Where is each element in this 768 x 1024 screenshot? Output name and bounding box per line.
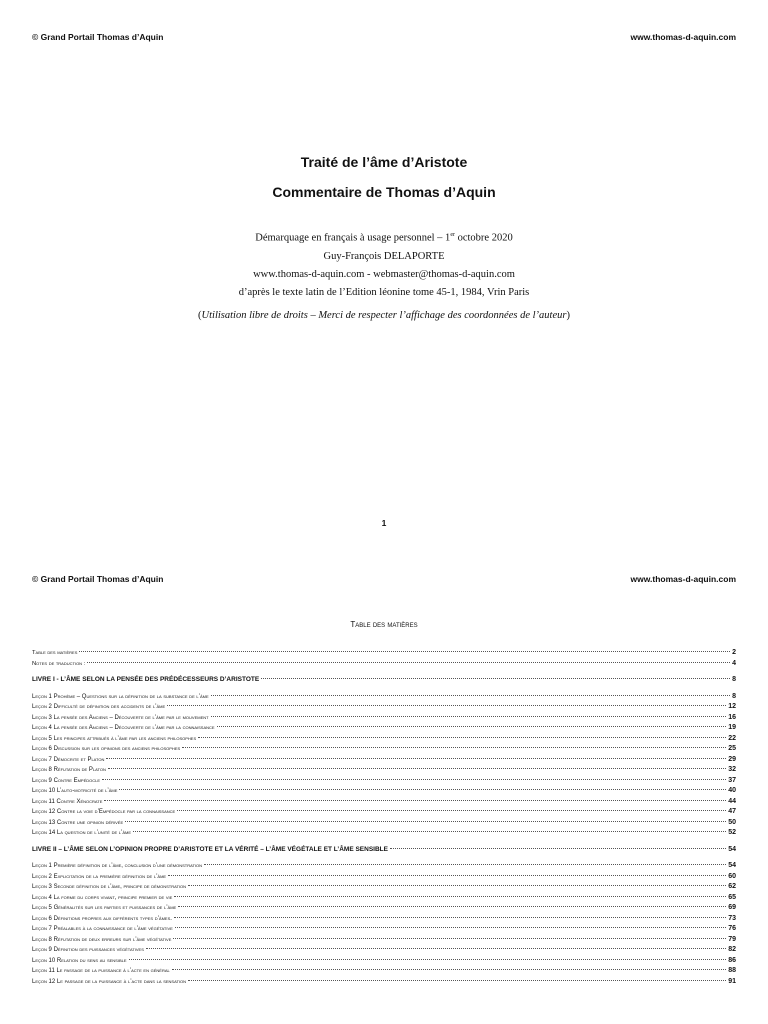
toc-entry-label: Leçon 2 Difficulté de définition des accidents de l’âme: [32, 704, 166, 710]
toc-entry-label: Leçon 11 Le passage de la puissance à l’acte en général: [32, 968, 170, 974]
toc-entry-page: 12: [728, 703, 736, 710]
toc-entry[interactable]: [32, 977, 736, 988]
toc-entry-label: Leçon 2 Explicitation de la première définition de l’âme: [32, 873, 167, 880]
toc-leader: [182, 747, 726, 748]
toc-entry-label: Leçon 7 Démocrite et Platon: [32, 756, 105, 763]
toc-entry-page: 22: [728, 734, 736, 742]
toc-title: Table des matières: [350, 620, 418, 629]
toc-entry-label: Leçon 3 Seconde définition de l’âme, principe de démonstration: [32, 884, 187, 890]
toc-leader: [104, 800, 726, 801]
toc-entry-page: 32: [728, 766, 736, 773]
toc-entry-label: Leçon 13 Contre une opinion dérivée: [32, 819, 124, 826]
toc-entry[interactable]: [32, 744, 736, 755]
toc-entry-label: Leçon 9 Contre Empédocle: [32, 777, 101, 784]
toc-leader: [125, 821, 726, 822]
rights-notice: (Utilisation libre de droits – Merci de respecter l’affichage des coordonnées de l’auteur): [198, 310, 570, 321]
toc-leader: [133, 831, 726, 832]
toc-entry-label: Leçon 3 La pensée des Anciens – Découverte de l’âme par le mouvement: [32, 714, 209, 721]
toc-leader: [177, 810, 726, 811]
toc-entry-page: 54: [728, 862, 736, 869]
page-header: [32, 574, 736, 584]
toc-leader: [211, 695, 730, 696]
toc-entry[interactable]: [32, 692, 736, 703]
toc-leader: [188, 980, 726, 981]
header-website-link[interactable]: www.thomas-d-aquin.com: [630, 574, 736, 584]
toc-leader: [87, 662, 730, 663]
header-copyright: © Grand Portail Thomas d’Aquin: [32, 574, 164, 584]
toc-entry-label: Leçon 6 Discussion sur les opinions des anciens philosophes: [32, 746, 181, 752]
toc-entry-label: Table des matières: [32, 650, 78, 656]
toc-entry-page: 65: [728, 893, 736, 901]
toc-leader: [217, 726, 727, 727]
toc-entry[interactable]: [32, 702, 736, 713]
toc-entry[interactable]: [32, 786, 736, 797]
toc-entry-page: 88: [728, 967, 736, 974]
contact-links[interactable]: www.thomas-d-aquin.com - webmaster@thomas-d-aquin.com: [253, 268, 515, 280]
toc-entry-page: 47: [728, 808, 736, 815]
toc-leader: [204, 864, 726, 865]
toc-leader: [167, 705, 726, 706]
page-number: 1: [381, 518, 387, 528]
toc-entry-page: 25: [728, 745, 736, 752]
toc-leader: [79, 651, 730, 652]
toc-leader: [168, 875, 726, 876]
toc-entry-label: Leçon 11 Contre Xénocrate: [32, 798, 103, 805]
cover-metadata: [0, 226, 768, 302]
toc-entry-page: 69: [728, 904, 736, 911]
edition-line: Démarquage en français à usage personnel – 1er octobre 2020: [255, 232, 513, 244]
toc-entry-page: 52: [728, 829, 736, 836]
toc-entry[interactable]: [32, 914, 736, 925]
toc-entry-label: Leçon 7 Préalables à la connaissance de l’âme végétative: [32, 926, 173, 932]
toc-entry[interactable]: [32, 648, 736, 659]
toc-entry-label: Leçon 5 Généralités sur les parties et puissances de l’âme: [32, 905, 177, 911]
document-subtitle: Commentaire de Thomas d’Aquin: [272, 184, 496, 200]
toc-entry-label: Leçon 4 La pensée des Anciens – Découverte de l’âme par la connaissance: [32, 725, 215, 731]
author-name: Guy-François DELAPORTE: [323, 250, 445, 262]
toc-entry-label: Notes de traduction :: [32, 660, 86, 667]
toc-leader: [108, 768, 726, 769]
source-text: d’après le texte latin de l’Edition léonine tome 45-1, 1984, Vrin Paris: [238, 286, 530, 298]
toc-entry[interactable]: [32, 924, 736, 935]
toc-entry-page: 50: [728, 818, 736, 826]
toc-entry[interactable]: [32, 903, 736, 914]
toc-leader: [188, 885, 726, 886]
toc-entry-label: Leçon 1 Prohème – Questions sur la définition de la substance de l’âme: [32, 693, 209, 700]
toc-entry[interactable]: [32, 935, 736, 946]
toc-leader: [178, 906, 726, 907]
toc-entry[interactable]: [32, 828, 736, 839]
toc-entry[interactable]: [32, 945, 736, 956]
toc-entry-page: 29: [728, 755, 736, 763]
toc-entry-label: Leçon 9 Définition des puissances végétatives: [32, 947, 144, 953]
toc-book-2[interactable]: LIVRE II – L’ÂME SELON L’OPINION PROPRE D’ARISTOTE ET LA VÉRITÉ – L’ÂME VÉGÉTALE ET L’ÂME SENSIBLE 54: [32, 845, 736, 853]
toc-entry-page: 19: [728, 724, 736, 731]
toc-entry-page: 73: [728, 914, 736, 922]
toc-entry-page: 82: [728, 946, 736, 953]
toc-leader: [129, 959, 727, 960]
toc-entry-label: Leçon 1 Première définition de l’âme, conclusion d’une démonstration: [32, 863, 203, 869]
toc-entry-label: Leçon 8 Réfutation de deux erreurs sur l’âme végétative: [32, 936, 172, 943]
document-title: Traité de l’âme d’Aristote: [300, 154, 468, 170]
page-header: [32, 32, 736, 42]
toc-page: [0, 560, 768, 1024]
toc-entry-page: 60: [728, 872, 736, 880]
toc-entry-page: 76: [728, 925, 736, 932]
toc-entry-page: 62: [728, 883, 736, 890]
toc-entry[interactable]: [32, 956, 736, 967]
toc-leader: [172, 969, 726, 970]
toc-entry-page: 79: [728, 935, 736, 943]
toc-leader: [198, 737, 726, 738]
toc-entry[interactable]: [32, 893, 736, 904]
toc-entry[interactable]: [32, 966, 736, 977]
toc-entry[interactable]: [32, 807, 736, 818]
toc-entry-page: 37: [728, 776, 736, 784]
toc-entry-label: Leçon 12 Contre la voie d’Empédocle par la connaissance: [32, 809, 176, 815]
toc-entry-page: 91: [728, 977, 736, 985]
toc-entry-page: 2: [732, 649, 736, 656]
toc-entry-label: Leçon 10 Relation du sens au sensible: [32, 957, 127, 964]
toc-entry-page: 16: [728, 713, 736, 721]
toc-leader: [174, 917, 726, 918]
toc-entry[interactable]: [32, 659, 736, 670]
toc-entry[interactable]: [32, 797, 736, 808]
toc-entry-page: 40: [728, 787, 736, 794]
toc-entry[interactable]: [32, 872, 736, 883]
toc-entry-label: Leçon 12 Le passage de la puissance à l’acte dans la sensation: [32, 978, 187, 985]
toc-entry-page: 8: [732, 692, 736, 700]
toc-entry-label: Leçon 8 Réfutation de Platon: [32, 767, 106, 773]
header-website-link[interactable]: www.thomas-d-aquin.com: [630, 32, 736, 42]
toc-entry-label: Leçon 10 L’auto-motricité de l’âme: [32, 788, 118, 794]
toc-entry[interactable]: [32, 755, 736, 766]
header-copyright: © Grand Portail Thomas d’Aquin: [32, 32, 164, 42]
toc-entry[interactable]: [32, 734, 736, 745]
toc-leader: [211, 716, 727, 717]
toc-entry-label: Leçon 6 Définitions propres aux différents types d’âmes.: [32, 915, 172, 922]
toc-entry-label: Leçon 5 Les principes attribués à l’âme par les anciens philosophes: [32, 735, 197, 742]
toc-leader: [119, 789, 726, 790]
toc-leader: [175, 927, 726, 928]
toc-leader: [174, 896, 726, 897]
toc-leader: [173, 938, 726, 939]
toc-entry-page: 44: [728, 797, 736, 805]
toc-entry[interactable]: [32, 818, 736, 829]
table-of-contents: [32, 648, 736, 987]
toc-entry[interactable]: [32, 861, 736, 872]
toc-entry-label: Leçon 14 La question de l’unité de l’âme: [32, 830, 132, 836]
toc-leader: [146, 948, 726, 949]
toc-entry-page: 4: [732, 659, 736, 667]
toc-entry-page: 86: [728, 956, 736, 964]
toc-book-1[interactable]: LIVRE I - L’ÂME SELON LA PENSÉE DES PRÉDÉCESSEURS D’ARISTOTE 8: [32, 676, 736, 683]
toc-entry[interactable]: [32, 713, 736, 724]
toc-entry[interactable]: [32, 723, 736, 734]
toc-entry[interactable]: [32, 765, 736, 776]
toc-leader: [106, 758, 726, 759]
toc-entry-label: Leçon 4 La forme du corps vivant, principe premier de vie: [32, 894, 173, 901]
toc-entry[interactable]: [32, 882, 736, 893]
toc-leader: [102, 779, 726, 780]
toc-entry[interactable]: [32, 776, 736, 787]
